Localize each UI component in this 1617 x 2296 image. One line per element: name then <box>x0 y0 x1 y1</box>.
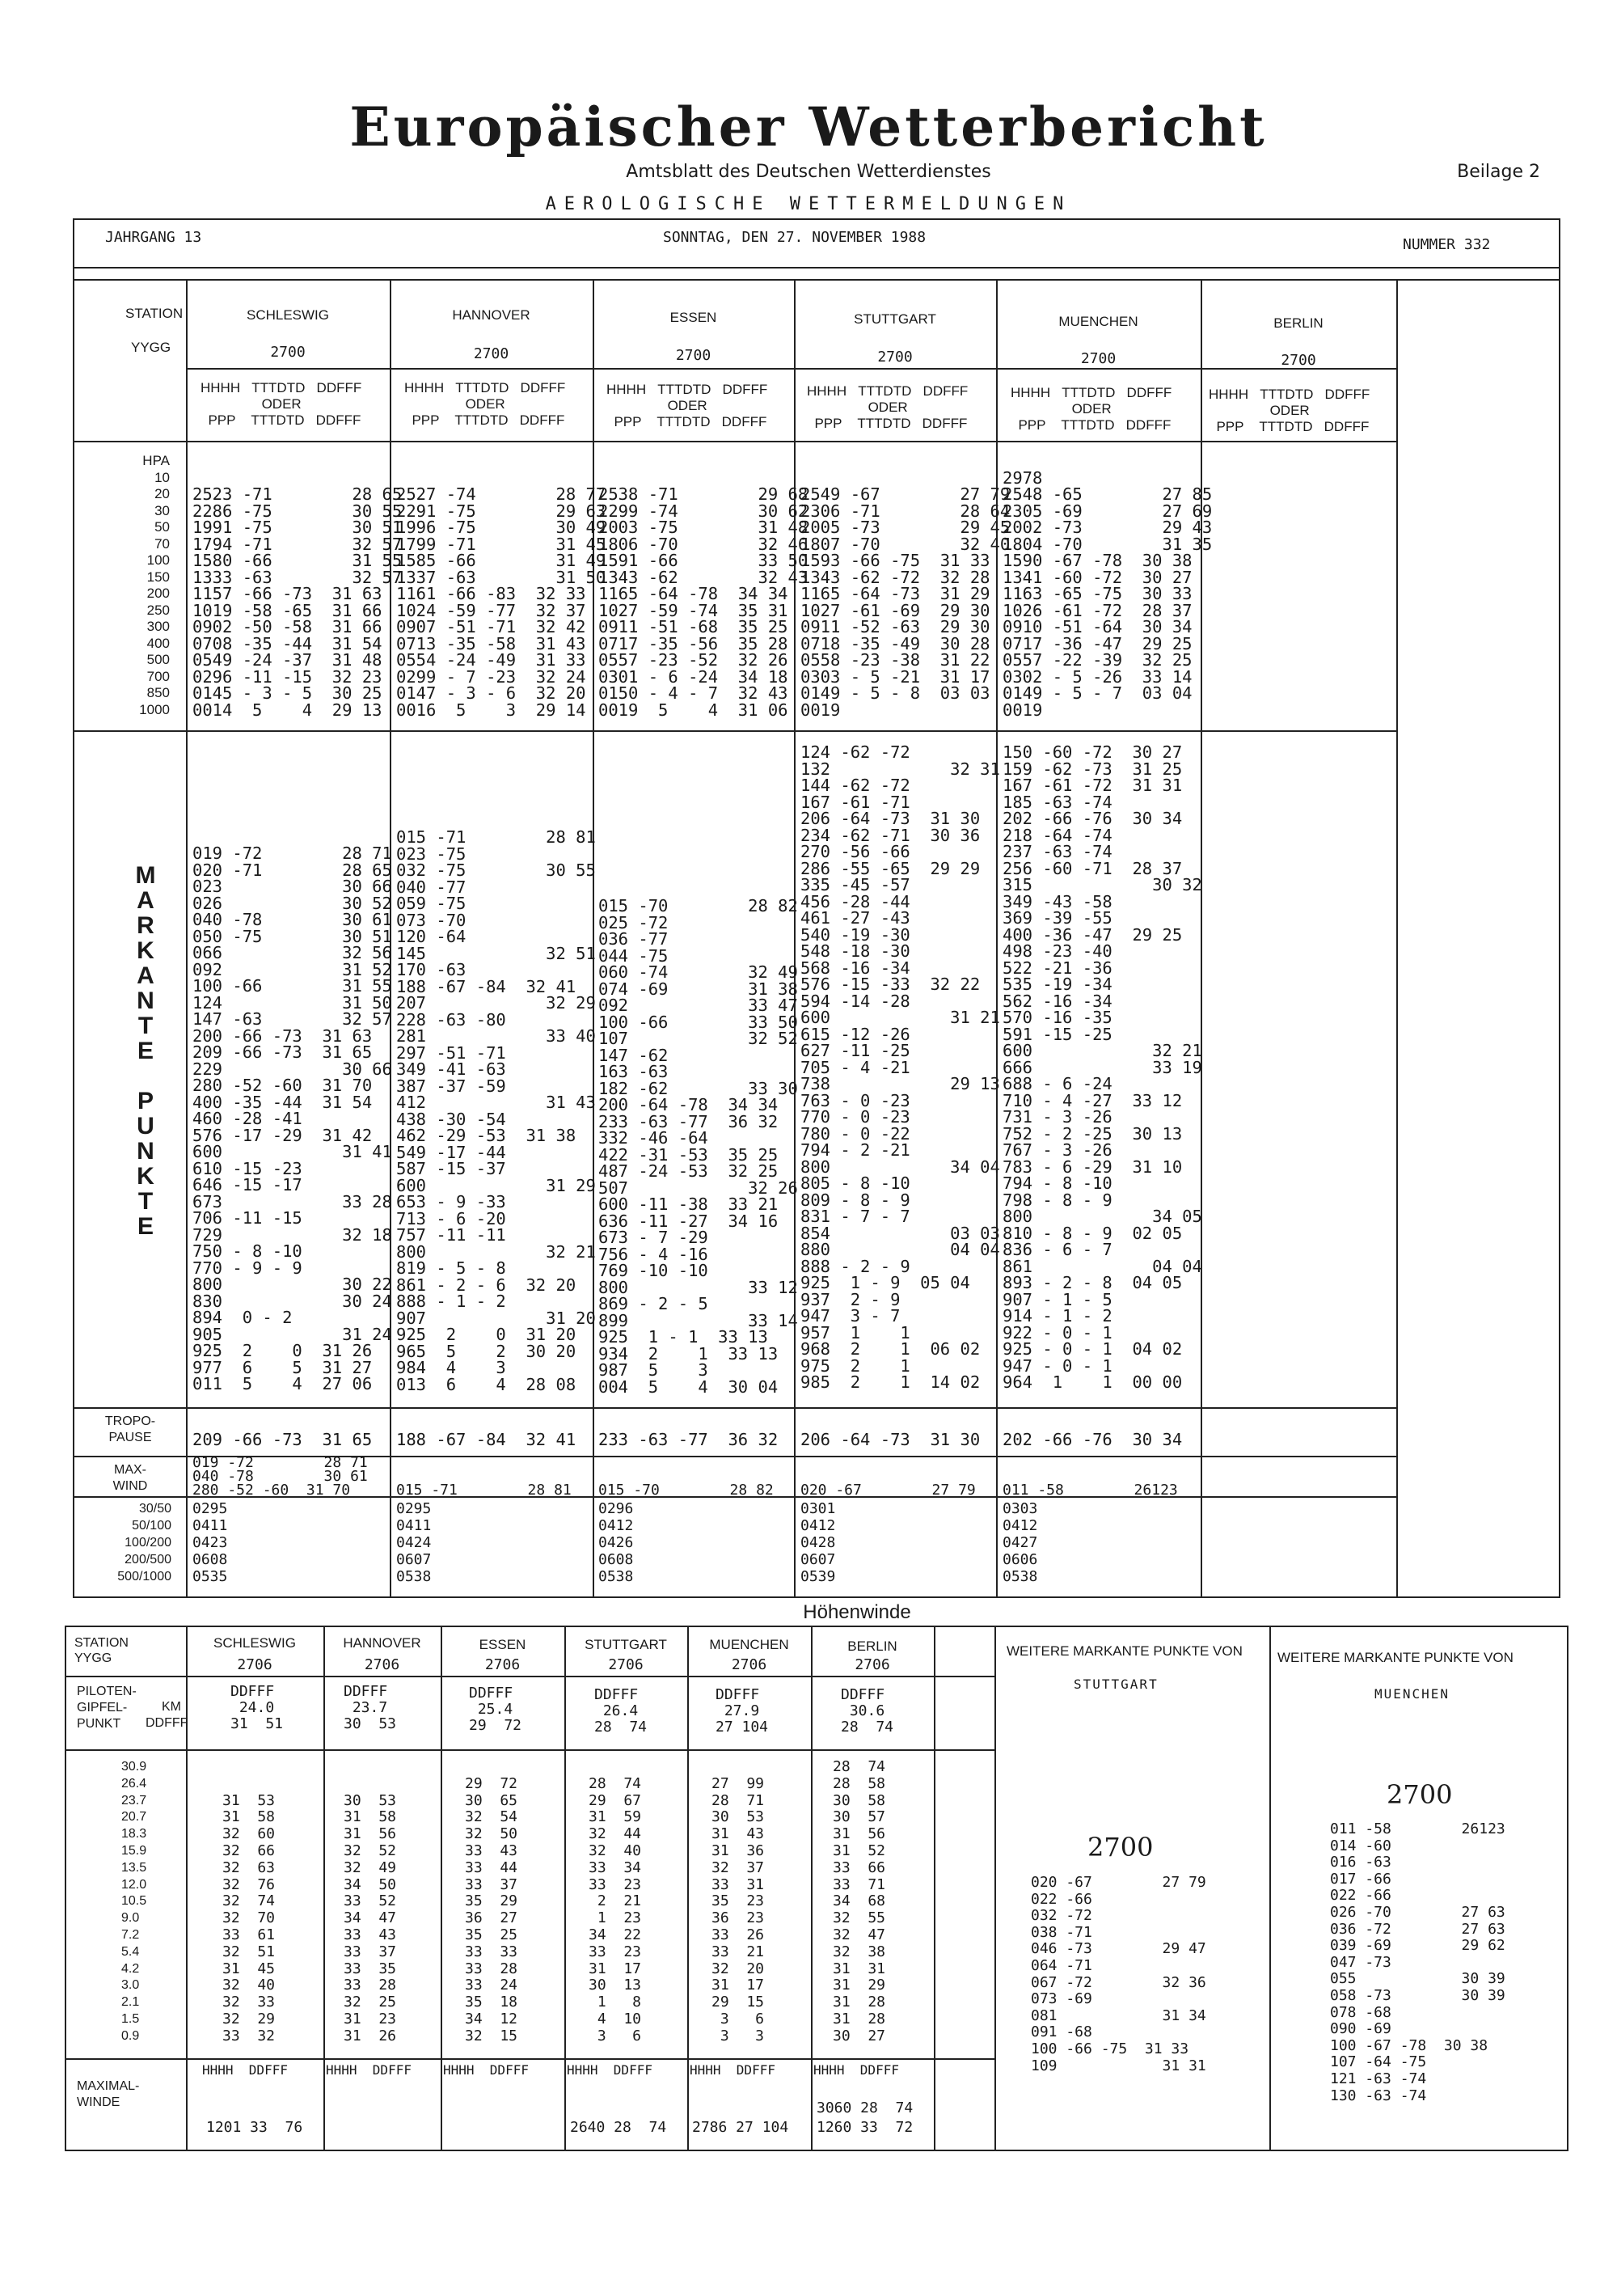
weitere-stuttgart-yygg: 2700 <box>1087 1832 1154 1863</box>
maxwind-muenchen: 011 -58 26123 <box>1003 1482 1178 1499</box>
page-title: Europäischer Wetterbericht <box>349 95 1268 159</box>
maxwinde-hdr: HHHH DDFFF <box>567 2062 652 2078</box>
divider <box>73 279 1560 281</box>
maxwind-hannover: 015 -71 28 81 <box>396 1482 572 1499</box>
winds-hannover: 30 53 31 58 31 56 32 52 32 49 34 50 33 52 34 47 33 43 33 37 33 35 33 28 32 25 31 23 31 26 <box>344 1791 397 2044</box>
lower-yygg: 2706 <box>608 1656 644 1673</box>
yygg-muenchen: 2700 <box>1080 350 1117 367</box>
station-schleswig: SCHLESWIG <box>246 307 330 323</box>
nummer: NUMMER 332 <box>1403 236 1491 253</box>
yygg-essen: 2700 <box>675 347 711 364</box>
pilot-essen: DDFFF 25.4 29 72 <box>469 1685 522 1734</box>
maxwind-label: MAX- WIND <box>112 1463 148 1493</box>
divider <box>994 1626 996 2151</box>
yygg-hannover: 2700 <box>473 345 509 362</box>
maxwinde-berlin: 3060 28 74 1260 33 72 <box>817 2099 914 2136</box>
weitere-muenchen-title: WEITERE MARKANTE PUNKTE VON <box>1277 1650 1514 1665</box>
divider <box>1396 279 1398 1598</box>
yygg-berlin: 2700 <box>1281 352 1316 369</box>
weitere-muenchen-data: 011 -58 26123 014 -60 016 -63 017 -66 022 -66 026 -70 27 63 036 -72 27 63 039 -69 29 62 047 -73 055 30 39 058 -73 30 39 078 -68 090 -69 100 -67 -78 30 38 107 -64 -75 121 -63 -74 130 -63 -74 <box>1330 1820 1505 2104</box>
weitere-muenchen-yygg: 2700 <box>1387 1779 1453 1810</box>
weitere-stuttgart-station: STUTTGART <box>1074 1677 1159 1692</box>
pilot-berlin: DDFFF 30.6 28 74 <box>841 1686 894 1736</box>
tropopause-label: TROPO- PAUSE <box>104 1414 156 1444</box>
station-label: STATION <box>125 306 184 321</box>
weitere-muenchen-station: MUENCHEN <box>1374 1686 1450 1702</box>
maxwinde-hdr: HHHH DDFFF <box>202 2062 288 2078</box>
yygg-stuttgart: 2700 <box>877 349 913 366</box>
maxwind-stuttgart: 020 -67 27 79 <box>800 1482 976 1499</box>
station-berlin: BERLIN <box>1273 315 1324 331</box>
col-header: HHHH TTTDTD DDFFF ODER PPP TTTDTD DDFFF <box>201 380 362 428</box>
weitere-stuttgart-data: 020 -67 27 79 022 -66 032 -72 038 -71 046 -73 29 47 064 -71 067 -72 32 36 073 -69 081 31 34 091 -68 100 -66 -75 31 33 109 31 31 <box>1031 1874 1206 2074</box>
hpa-labels: HPA 10 20 30 50 70 100 150 200 250 300 400 500 700 850 1000 <box>139 453 170 717</box>
col-header: HHHH TTTDTD DDFFF ODER PPP TTTDTD DDFFF <box>404 380 566 428</box>
maxwinde-label: MAXIMAL- WINDE <box>77 2079 140 2109</box>
winds-berlin: 28 74 28 58 30 58 30 57 31 56 31 52 33 66 33 71 34 68 32 55 32 47 32 38 31 31 31 29 31 28 31 28 30 27 <box>833 1758 886 2044</box>
station-muenchen: MUENCHEN <box>1058 314 1138 329</box>
layers-schleswig: 0295 0411 0423 0608 0535 <box>192 1500 228 1585</box>
divider <box>811 1626 813 2151</box>
lower-station-hannover: HANNOVER <box>343 1635 421 1651</box>
hpa-hannover: 2527 -74 28 77 2291 -75 29 63 1996 -75 30 49 1799 -71 31 45 1585 -66 31 49 1337 -63 31 50 1161 -66 -83 32 33 1024 -59 -77 32 37 0907 -51 -71 32 42 0713 -35 -58 31 43 0554 -24 -49 31 33 0299 - 7 -23 32 24 0147 - 3 - 6 32 20 0016 5 3 29 14 <box>396 484 606 720</box>
lower-yygg: 2706 <box>364 1656 400 1673</box>
tropo-hannover: 188 -67 -84 32 41 <box>396 1430 576 1449</box>
maxwinde-hdr: HHHH DDFFF <box>443 2062 529 2078</box>
lower-yygg: 2706 <box>855 1656 890 1673</box>
pilot-muenchen: DDFFF 27.9 27 104 <box>716 1686 769 1736</box>
layers-hannover: 0295 0411 0424 0607 0538 <box>396 1500 432 1585</box>
hpa-muenchen: 2978 2548 -65 27 85 2305 -69 27 69 2002 -73 29 43 1804 -70 31 35 1590 -67 -78 30 38 1341 -60 -72 30 27 1163 -65 -75 30 33 1026 -61 -72 28 37 0910 -51 -64 30 34 0717 -36 -47 29 25 0557 -22 -39 32 25 0302 - 5 -26 33 14 0149 - 5 - 7 03 04 0019 <box>1003 467 1213 720</box>
col-header: HHHH TTTDTD DDFFF ODER PPP TTTDTD DDFFF <box>807 383 969 431</box>
layers-essen: 0296 0412 0426 0608 0538 <box>598 1500 634 1585</box>
maxwind-essen: 015 -70 28 82 <box>598 1482 774 1499</box>
divider <box>73 267 1560 269</box>
divider <box>934 1626 935 2151</box>
lower-yygg: 2706 <box>484 1656 521 1673</box>
divider <box>441 1626 442 2151</box>
lower-yygg: 2706 <box>237 1656 272 1673</box>
divider <box>186 1626 188 2151</box>
divider <box>65 1749 994 1751</box>
lower-station-label: STATION YYGG <box>74 1636 129 1665</box>
yygg-schleswig: 2700 <box>270 344 306 361</box>
layer-labels: 30/50 50/100 100/200 200/500 500/1000 <box>117 1502 171 1584</box>
markante-schleswig: 019 -72 28 71 020 -71 28 65 023 30 66 026 30 52 040 -78 30 61 050 -75 30 51 066 32 56 092 31 52 100 -66 31 55 124 31 50 147 -63 32 57 200 -66 -73 31 63 209 -66 -73 31 65 229 30 66 280 -52 -60 31 70 400 -35 -44 31 54 460 -28 -41 576 -17 -29 31 42 600 31 41 610 -15 -23 646 -15 -17 673 33 28 706 -11 -15 729 32 18 750 - 8 -10 770 - 9 - 9 800 30 22 830 30 24 894 0 - 2 905 31 24 925 2 0 31 26 977 6 5 31 27 011 5 4 27 06 <box>192 844 392 1393</box>
markante-hannover: 015 -71 28 81 023 -75 032 -75 30 55 040 -77 059 -75 073 -70 120 -64 145 32 51 170 -63 188 -67 -84 32 41 207 32 29 228 -63 -80 281 33 40 297 -51 -71 349 -41 -63 387 -37 -59 412 31 43 438 -30 -54 462 -29 -53 31 38 549 -17 -44 587 -15 -37 600 31 29 653 - 9 -33 713 - 6 -20 757 -11 -11 800 32 21 819 - 5 - 8 861 - 2 - 6 32 20 888 - 1 - 2 907 31 20 925 2 0 31 20 965 5 2 30 20 984 4 3 013 6 4 28 08 <box>396 827 596 1394</box>
maxwind-schleswig: 019 -72 28 71 040 -78 30 61 280 -52 -60 31 70 <box>192 1454 368 1499</box>
jahrgang: JAHRGANG 13 <box>105 229 202 246</box>
maxwinde-hdr: HHHH DDFFF <box>326 2062 412 2078</box>
station-stuttgart: STUTTGART <box>854 311 936 327</box>
divider <box>186 279 188 1598</box>
datum: SONNTAG, DEN 27. NOVEMBER 1988 <box>663 229 927 246</box>
tropo-stuttgart: 206 -64 -73 31 30 <box>800 1430 981 1449</box>
km-label: KM <box>162 1700 181 1714</box>
divider <box>65 1676 994 1677</box>
winds-stuttgart: 28 74 29 67 31 59 32 44 32 40 33 34 33 23 2 21 1 23 34 22 33 23 31 17 30 13 1 8 4 10 3 6 <box>589 1774 642 2044</box>
layers-stuttgart: 0301 0412 0428 0607 0539 <box>800 1500 836 1585</box>
hoehenwinde-title: Höhenwinde <box>803 1601 911 1623</box>
lower-station-berlin: BERLIN <box>847 1638 897 1654</box>
col-header: HHHH TTTDTD DDFFF ODER PPP TTTDTD DDFFF <box>1209 387 1370 434</box>
pilot-hannover: DDFFF 23.7 30 53 <box>344 1683 397 1732</box>
lower-station-schleswig: SCHLESWIG <box>213 1635 297 1651</box>
tropo-muenchen: 202 -66 -76 30 34 <box>1003 1430 1183 1449</box>
divider <box>1269 1626 1271 2151</box>
subtitle: Amtsblatt des Deutschen Wetterdienstes <box>626 162 991 182</box>
markante-essen: 015 -70 28 82 025 -72 036 -77 044 -75 060 -74 32 49 074 -69 31 38 092 33 47 100 -66 33 50 107 32 52 147 -62 163 -63 182 -62 33 30 200 -64 -78 34 34 233 -63 -77 36 32 332 -46 -64 422 -31 -53 35 25 487 -24 -53 32 25 507 32 26 600 -11 -38 33 21 636 -11 -27 34 16 673 - 7 -29 756 - 4 -16 769 -10 -10 800 33 12 869 - 2 - 5 899 33 14 925 1 - 1 33 13 934 2 1 33 13 987 5 3 004 5 4 30 04 <box>598 896 798 1397</box>
winds-muenchen: 27 99 28 71 30 53 31 43 31 36 32 37 33 31 35 23 36 23 33 26 33 21 32 20 31 17 29 15 3 6 3 3 <box>711 1774 765 2044</box>
km-levels: 30.9 26.4 23.7 20.7 18.3 15.9 13.5 12.0 10.5 9.0 7.2 5.4 4.2 3.0 2.1 1.5 0.9 <box>121 1760 147 2043</box>
markante-punkte-label: M A R K A N T E P U N K T E <box>135 862 156 1240</box>
divider <box>564 1626 566 2151</box>
col-header: HHHH TTTDTD DDFFF ODER PPP TTTDTD DDFFF <box>1011 385 1172 433</box>
ddfff-label: DDFFF <box>146 1716 188 1730</box>
lower-station-stuttgart: STUTTGART <box>585 1637 667 1652</box>
winds-schleswig: 31 53 31 58 32 60 32 66 32 63 32 76 32 74 32 70 33 61 32 51 31 45 32 40 32 33 32 29 33 32 <box>222 1791 276 2044</box>
hpa-schleswig: 2523 -71 28 65 2286 -75 30 55 1991 -75 30 51 1794 -71 32 57 1580 -66 31 55 1333 -63 32 57 1157 -66 -73 31 63 1019 -58 -65 31 66 0902 -50 -58 31 66 0708 -35 -44 31 54 0549 -24 -37 31 48 0296 -11 -15 32 23 0145 - 3 - 5 30 25 0014 5 4 29 13 <box>192 484 403 720</box>
pilot-label: PILOTEN- GIPFEL- PUNKT <box>77 1685 137 1731</box>
station-hannover: HANNOVER <box>452 307 530 323</box>
station-essen: ESSEN <box>669 310 717 325</box>
lower-station-muenchen: MUENCHEN <box>709 1637 789 1652</box>
lower-yygg: 2706 <box>731 1656 767 1673</box>
maxwinde-schleswig: 1201 33 76 <box>206 2119 303 2136</box>
pilot-schleswig: DDFFF 24.0 31 51 <box>230 1683 284 1732</box>
col-header: HHHH TTTDTD DDFFF ODER PPP TTTDTD DDFFF <box>606 382 768 429</box>
maxwinde-stuttgart: 2640 28 74 <box>570 2119 667 2136</box>
tropo-essen: 233 -63 -77 36 32 <box>598 1430 779 1449</box>
maxwinde-hdr: HHHH DDFFF <box>813 2062 899 2078</box>
divider <box>687 1626 689 2151</box>
divider <box>73 441 1396 442</box>
hpa-stuttgart: 2549 -67 27 79 2306 -71 28 64 2005 -73 29 45 1807 -70 32 40 1593 -66 -75 31 33 1343 -62 -72 32 28 1165 -64 -73 31 29 1027 -61 -69 29 30 0911 -52 -63 29 30 0718 -35 -49 30 28 0558 -23 -38 31 22 0303 - 5 -21 31 17 0149 - 5 - 8 03 03 0019 <box>800 484 1011 720</box>
yygg-label: YYGG <box>131 340 171 355</box>
pilot-stuttgart: DDFFF 26.4 28 74 <box>594 1686 648 1736</box>
maxwinde-hdr: HHHH DDFFF <box>690 2062 775 2078</box>
divider <box>65 2058 994 2060</box>
layers-muenchen: 0303 0412 0427 0606 0538 <box>1003 1500 1038 1585</box>
divider <box>73 730 1396 732</box>
divider <box>73 1407 1396 1409</box>
winds-essen: 29 72 30 65 32 54 32 50 33 43 33 44 33 37 35 29 36 27 35 25 33 33 33 28 33 24 35 18 34 12 32 15 <box>465 1774 518 2044</box>
beilage-label: Beilage 2 <box>1457 162 1540 182</box>
markante-stuttgart: 124 -62 -72 132 32 31 144 -62 -72 167 -61 -71 206 -64 -73 31 30 234 -62 -71 30 36 270 -56 -66 286 -55 -65 29 29 335 -45 -57 456 -28 -44 461 -27 -43 540 -19 -30 548 -18 -30 568 -16 -34 576 -15 -33 32 22 594 -14 -28 600 31 21 615 -12 -26 627 -11 -25 705 - 4 -21 738 29 13 763 - 0 -23 770 - 0 -23 780 - 0 -22 794 - 2 -21 800 34 04 805 - 8 -10 809 - 8 - 9 831 - 7 - 7 854 03 03 880 04 04 888 - 2 - 9 925 1 - 9 05 04 937 2 - 9 947 3 - 7 957 1 1 968 2 1 06 02 975 2 1 985 2 1 14 02 <box>800 742 1000 1392</box>
weitere-stuttgart-title: WEITERE MARKANTE PUNKTE VON <box>1007 1643 1243 1659</box>
hpa-essen: 2538 -71 29 68 2299 -74 30 62 2003 -75 31 48 1806 -70 32 46 1591 -66 33 50 1343 -62 32 43 1165 -64 -78 34 34 1027 -59 -74 35 31 0911 -51 -68 35 25 0717 -35 -56 35 28 0557 -23 -52 32 26 0301 - 6 -24 34 18 0150 - 4 - 7 32 43 0019 5 4 31 06 <box>598 484 808 720</box>
tropo-schleswig: 209 -66 -73 31 65 <box>192 1430 373 1449</box>
divider <box>323 1626 325 2151</box>
section-title: AEROLOGISCHE WETTERMELDUNGEN <box>545 194 1072 214</box>
maxwinde-muenchen: 2786 27 104 <box>692 2119 789 2136</box>
markante-muenchen: 150 -60 -72 30 27 159 -62 -73 31 25 167 -61 -72 31 31 185 -63 -74 202 -66 -76 30 34 218 -64 -74 237 -63 -74 256 -60 -71 28 37 315 30 32 349 -43 -58 369 -39 -55 400 -36 -47 29 25 498 -23 -40 522 -21 -36 535 -19 -34 562 -16 -34 570 -16 -35 591 -15 -25 600 32 21 666 33 19 688 - 6 -24 710 - 4 -27 33 12 731 - 3 -26 752 - 2 -25 30 13 767 - 3 -26 783 - 6 -29 31 10 794 - 8 -10 798 - 8 - 9 800 34 05 810 - 8 - 9 02 05 836 - 6 - 7 861 04 04 893 - 2 - 8 04 05 907 - 1 - 5 914 - 1 - 2 922 - 0 - 1 925 - 0 - 1 04 02 947 - 0 - 1 964 1 1 00 00 <box>1003 742 1202 1392</box>
lower-station-essen: ESSEN <box>479 1637 526 1652</box>
